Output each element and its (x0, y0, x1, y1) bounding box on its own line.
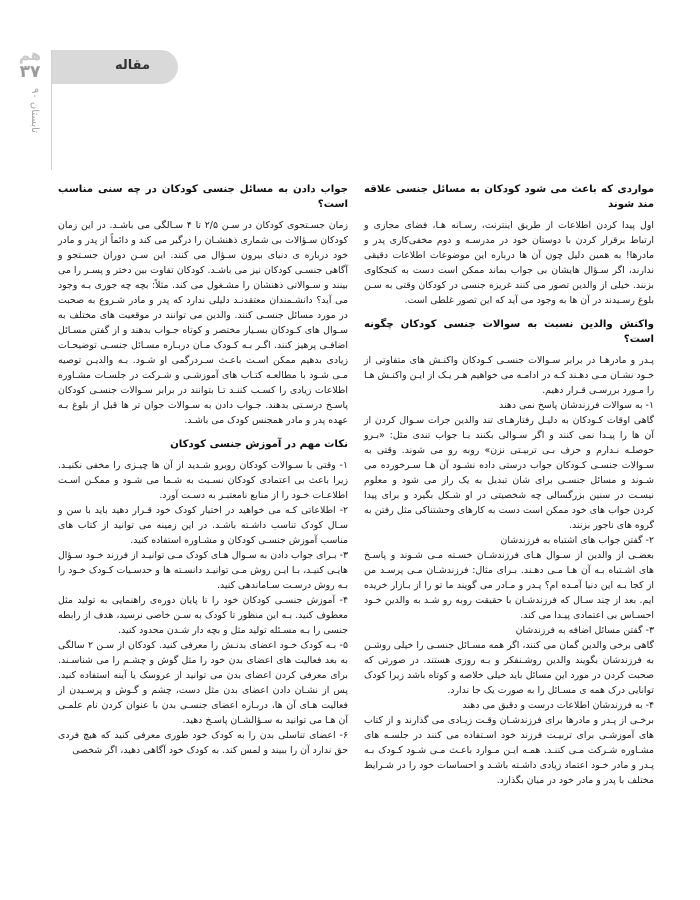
heading-parent-reactions: واکنش والدین نسبت به سوالات جنسی کودکان چگونه است؟ (364, 319, 654, 345)
list-item: ۵- بـه کودک خـود اعضای بدنـش را معرفی کنید. کودکان از سـن ۲ سالگی به بعد فعالیت های اعضای بدن خود را مثل گوش و چشـم را می شناسـند. برای معرفی کردن اعضای بدن می توانید از عروسک یا آینه استفاده کنید. پس از نشـان دادن اعضای بدن مثل دست، چشم و گـوش و پرسـیدن از فعالیت هـای آن ها، دربـاره اعضای جنسـی بدن با عنوان کردن نام علمـی آن هـا می توانید به سـؤالشـان پاسـخ دهید. (58, 640, 348, 726)
list-item-title: ۴- به فرزندشان اطلاعات درست و دقیق می دهند (462, 700, 654, 711)
list-item: ۳- بـرای جواب دادن به سـوال هـای کودک مـی توانیـد از فرزند خـود سـؤال هایـی کنیـد، بـا ایـن روش مـی توانیـد دانسـته ها و حدسـیات کـودک خـود را بـه روش درسـت سـاماندهی کنید. (58, 550, 348, 591)
paragraph: زمان جسـتجوی کودکان در سـن ۲/۵ تا ۴ سـالگی می باشـد. در این زمان کودکان سـؤالات بی شماری ذهنشـان را درگیر می کند و دائماً از پدر و مادر خود درباره ی دنیای بیرون سـؤال می کنند. این سـن دوران جسـتجو و آگاهی جنسـی کودکان نیز می باشـد. کودکان تفاوت بین دختر و پسـر را می بینند و سـوالاتی ذهنشان را مشـغول می کند. مثلاً: بچه چه جوری بـه وجود می آید؟ دانشـمندان معتقدنـد دلیلی ندارد که پدر و مادر شـروع به صحبت در مورد مسائل جنسـی کنند. والدین می توانند در موقعیت های مختلف به سـوال های کـودکان بسـیار مختصر و کوتاه جـواب بدهند و از گفتن مسـائل اضافـی پرهیز کنند. اگـر بـه کـودک مـان دربـاره مسـائل جنسـی توضیحـات زیادی بدهیم ممکن اسـت باعـث سـردرگمی او شـود. بـه والدیـن توصیه مـی شـود با مطالعـه کتـاب های آموزشـی و شـرکت در جلسـات مشـاوره اطلاعات زیادی را کسـب کننـد تـا بتوانند در برابر سـوالات جنسـی کودکان پاسـخ درسـتی بدهند. جـواب دادن به سـوالات جوان تر ها قبل از بلوغ بـه عهده پدر و مادر همجنس کودک می باشـد. (58, 220, 348, 426)
list-item: ۶- اعضای تناسلی بدن را به کودک خود طوری معرفی کنید که هیچ فردی حق ندارد آن را ببیند و لمس کند. به کودک خود آگاهی دهید، اگر شخصی (58, 730, 348, 756)
paragraph: گاهی برخی والدین گمان می کنند، اگر همه مسـائل جنسـی را خیلی روشـن به فرزندشان بگویند والدین روشـنفکر و بـه روزی هستند. در صورتی که صحبت کردن در مورد این مسائل باید خیلی خلاصه و کوتاه باشد زیرا کودک توانایی درک همه ی مسـائل را به صورت یک جا ندارد. (364, 640, 654, 696)
list-item-title: ۲- گفتن جواب های اشتباه به فرزندشان (500, 535, 654, 546)
page-number: ۳۷ (19, 62, 41, 82)
section-tab (52, 50, 178, 84)
heading-key-points: نکات مهم در آموزش جنسی کودکان (170, 439, 348, 450)
paragraph: برخـی از پـدر و مادرها برای فرزندشـان وقـت زیـادی می گذارند و از کتاب های آموزشـی برای تربیـت فرزند خود اسـتفاده می کنند در جلسـه های مشـاوره شـرکت مـی کننـد. همـه ایـن مـوارد باعـث مـی شـود کـودک بـه پـدر و مادر خـود اعتماد زیادی داشـته باشـد و احساسات خود را در شـرایط مختلف با پدر و مادر خود در میان بگذارد. (364, 715, 654, 786)
right-column (364, 182, 654, 788)
magazine-logo: هم (18, 46, 42, 64)
paragraph: گاهی اوقات کـودکان به دلیـل رفتارهـای تند والدین جرات سـوال کردن از آن ها را پیـدا نمی کنند و اگر سـوالی بکنند بـا جواب تندی مثل: «بـرو حوصلـه نـدارم و حرف بـی تربیـتی نزن» روبه رو می شوند. وقتی به سـوالات جنسـی کـودکان جواب درستی داده نشـود آن هـا سـرخورده می شـوند و مسائل جنسـی برای شان تبدیل به یک راز می شود و معلوم نیسـت در سنین بزرگسالی چه شخصیتی در او شـکل بگیرد و برای پیدا کردن جواب های خود ممکن است دست به کارهای وحشتناکی مثل رفتن به گروه های ناجور بزنند. (364, 415, 654, 531)
list-item-title: ۱- به سوالات فرزندشان پاسخ نمی دهند (499, 400, 654, 411)
paragraph: پـدر و مادرهـا در برابر سـوالات جنسـی کـودکان واکنـش های متفاوتی از خـود نشـان مـی دهـند کـه در ادامـه می خواهیم هـر یـک از ایـن واکنـش هـا را مـورد بررسـی قـرار دهیم. (364, 355, 654, 396)
paragraph: بعضـی از والدین از سـوال هـای فرزندشـان خسـته مـی شـوند و پاسـخ های اشـتباه بـه آن هـا مـی دهـند. بـرای مثال: فرزندشـان مـی پرسـد من از کجا بـه این دنیا آمـده ام؟ پـدر و مـادر می گویند ما تو را از بـازار خریده ایم. بعد از چند سـال که فرزندشـان با حقیقت روبه رو شـد به والدین خـود احسـاس بی اعتمادی پیـدا می کند. (364, 550, 654, 621)
left-column (58, 182, 348, 758)
list-item: ۴- آموزش جنسـی کودکان خود را تا پایان دوره‌ی راهنمایی به تولید مثل معطوف کنید. بـه این منظور تا کودک به سـن خاصی نرسید، هدف از رابطه جنسی را بـه مسـئله تولید مثل و بچه دار شـدن محدود کنید. (58, 595, 348, 636)
list-item-title: ۳- گفتن مسائل اضافه به فرزندشان (515, 625, 654, 636)
section-label: مقاله (114, 58, 150, 73)
heading-interest-causes: مواردی که باعث می شود کودکان به مسائل جنسی علاقه مند شوند (364, 184, 654, 210)
issue-caption: تابستان ۹۰ (29, 88, 40, 133)
list-item: ۱- وقتی با سـوالات کودکان روبرو شـدید از آن ها چیـزی را مخفی نکنیـد. زیرا باعث بی اعتمادی کودکان نسـبت به شـما می شـود و ممکـن اسـت اطلاعـات خـود را از منابع نامعتبـر به دسـت آورد. (58, 460, 348, 501)
heading-right-age: جواب دادن به مسائل جنسی کودکان در چه سنی مناسب است؟ (58, 184, 348, 210)
list-item: ۲- اطلاعاتی کـه می خواهید در اختیار کودک خود قـرار دهید باید با سن و سـال کودک تناسب داشـته باشـد. در این زمینه می توانید از کتاب های مناسب آموزش جنسـی کودکان و مشـاوره استفاده کنید. (58, 505, 348, 546)
paragraph: اول پیدا کردن اطلاعات از طریق اینترنت، رسـانه هـا، فضای مجازی و ارتباط برقرار کردن با دوستان خود در مدرسـه و دوم مخفی‌کاری پدر و مادرها! به همین دلیل چون آن ها درباره این موضوعات اطلاعات دقیقی ندارند، اگر سـؤال هایشان بی جواب بماند ممکن است دست به کنجکاوی بزنند. خیلی از والدین تصور می کنند غریزه جنسی در کودکان وقتی به سـن بلوغ رسـیدند در آن ها به وجود می آید که این تصور غلطی است. (364, 220, 654, 306)
